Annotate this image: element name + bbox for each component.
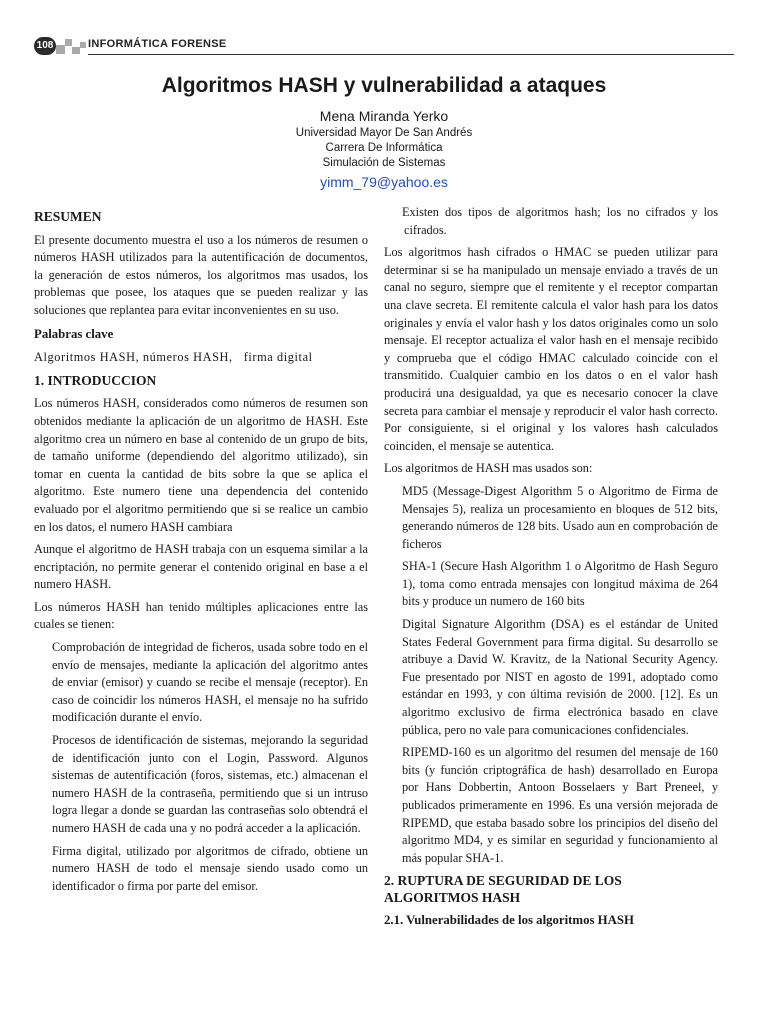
page-header <box>34 35 734 55</box>
header-decoration <box>56 45 65 54</box>
header-decoration <box>72 47 80 54</box>
header-decoration <box>80 42 86 48</box>
algorithm-item-ripemd: RIPEMD-160 es un algoritmo del resumen del mensaje de 160 bits (y función criptográfica de hash) desarrollado en Europa por Hans Dobbertin, Antoon Bosselaers y Bart Preneel, y publicados primeramente en 1996. Es una versión mejorada de RIPEMD, que estaba basado sobre los principios del diseño del algoritmo MD4, y es similar en seguridad y funcionamiento al más popular SHA-1. <box>402 745 718 865</box>
affiliation-line: Simulación de Sistemas <box>322 157 446 169</box>
intro-heading: 1. INTRODUCCION <box>34 372 157 388</box>
resumen-heading: RESUMEN <box>34 209 102 224</box>
application-item: Firma digital, utilizado por algoritmos de cifrado, obtiene un numero HASH de todo el mensaje siendo usado como un identificador o firma por parte del emisor. <box>52 843 368 893</box>
page-number: 108 <box>34 37 56 55</box>
author-email[interactable]: yimm_79@yahoo.es <box>320 174 448 190</box>
paper-title: Algoritmos HASH y vulnerabilidad a ataques <box>161 74 607 97</box>
header-rule <box>88 54 734 55</box>
keywords-text: Algoritmos HASH, números HASH, firma digital <box>34 350 313 365</box>
hmac-paragraph: Los algoritmos hash cifrados o HMAC se pueden utilizar para determinar si se ha manipulado un mensaje enviado a través de un canal no seguro, siempre que el remitente y el receptor compartan una clave secreta. El remitente calcula el valor hash para los datos originales y envía el valor hash y los datos originales como un solo mensaje. El receptor actualiza el valor hash en el mensaje recibido y comprueba que el código HMAC calculado coincide con el transmitido. Cualquier cambio en los datos o en el valor hash producirá una desigualdad, ya que es necesario conocer la clave secreta para cambiar el mensaje y reproducir el valor hash correcto. Por consiguiente, si el original y los valores hash calculados coinciden, el mensaje se autentica. <box>384 245 718 453</box>
intro-paragraph: Los números HASH han tenido múltiples aplicaciones entre las cuales se tienen: <box>34 599 368 632</box>
journal-title: INFORMÁTICA FORENSE <box>88 38 227 50</box>
application-item: Procesos de identificación de sistemas, mejorando la seguridad de identificación junto con el Login, Password. Algunos sistemas de autentificación (foros, sistemas, etc.) almacenan el numero HASH de la contraseña, permitiendo que si un intruso logra llegar a donde se guardan las contraseñas solo obtendrá el numero HASH de cada una y no podrá acceder a la aplicación. <box>52 733 368 835</box>
affiliation <box>0 126 768 171</box>
affiliation-line: Carrera De Informática <box>325 142 443 154</box>
most-used-intro: Los algoritmos de HASH mas usados son: <box>384 461 593 476</box>
keywords-heading: Palabras clave <box>34 326 114 341</box>
intro-paragraph: Aunque el algoritmo de HASH trabaja con un esquema similar a la encriptación, no permite generar el contenido original en base a el numero HASH. <box>34 542 368 592</box>
author-name: Mena Miranda Yerko <box>319 108 449 124</box>
resumen-text: El presente documento muestra el uso a los números de resumen o números HASH utilizados para la autentificación de documentos, la generación de estos números, los algoritmos mas usados, los problemas que posee, los ataques que se pueden realizar y las soluciones que replantea para evitar inconvenientes en su uso. <box>34 232 368 317</box>
algorithm-item-md5: MD5 (Message-Digest Algorithm 5 o Algoritmo de Firma de Mensajes 5), realiza un procesamiento en bloques de 512 bits, generando números de 128 bits. Usado aun en comprobación de ficheros <box>402 483 718 551</box>
right-column <box>384 204 718 936</box>
hash-types-text: Existen dos tipos de algoritmos hash; los no cifrados y los cifrados. <box>402 205 718 237</box>
left-column <box>34 204 368 900</box>
intro-paragraph: Los números HASH, considerados como números de resumen son obtenidos mediante la aplicación de un algoritmo de HASH. Este algoritmo crea un número en base al contenido de un grupo de bits, de tamaño uniforme (dependiendo del algoritmo utilizado), sin tomar en cuenta la cantidad de bits sobre la que se aplica el algoritmo. Este numero tiene una dependencia del contenido evaluado por el algoritmo permitiendo que si se realice un cambio en los datos, el numero HASH cambiara <box>34 396 368 534</box>
application-item: Comprobación de integridad de ficheros, usada sobre todo en el envío de mensajes, mediante la aplicación del algoritmo antes de enviar (emisor) y cuando se recibe el mensaje (receptor). En caso de coincidir los números HASH, el mensaje no ha sufrido modificación durante el envío. <box>52 640 368 725</box>
algorithm-item-sha1: SHA-1 (Secure Hash Algorithm 1 o Algoritmo de Hash Seguro 1), toma como entrada mensajes con longitud máxima de 264 bits y produce un numero de 160 bits <box>402 559 718 609</box>
algorithm-item-dsa: Digital Signature Algorithm (DSA) es el estándar de United States Federal Government para firma digital. Su desarrollo se atribuye a David W. Kravitz, de la National Security Agency. Fue presentado por NIST en agosto de 1991, adoptado como estándar en 1993, y con última revisión de 2000. [12]. Es un algoritmo exclusivo de firma electrónica basado en clave pública, pero no vale para comunicaciones confidenciales. <box>402 617 718 737</box>
header-decoration <box>65 39 72 46</box>
section-2-1-heading: 2.1. Vulnerabilidades de los algoritmos HASH <box>384 913 634 928</box>
section-2-heading: 2. RUPTURA DE SEGURIDAD DE LOS ALGORITMOS HASH <box>384 873 622 906</box>
affiliation-line: Universidad Mayor De San Andrés <box>295 127 473 139</box>
